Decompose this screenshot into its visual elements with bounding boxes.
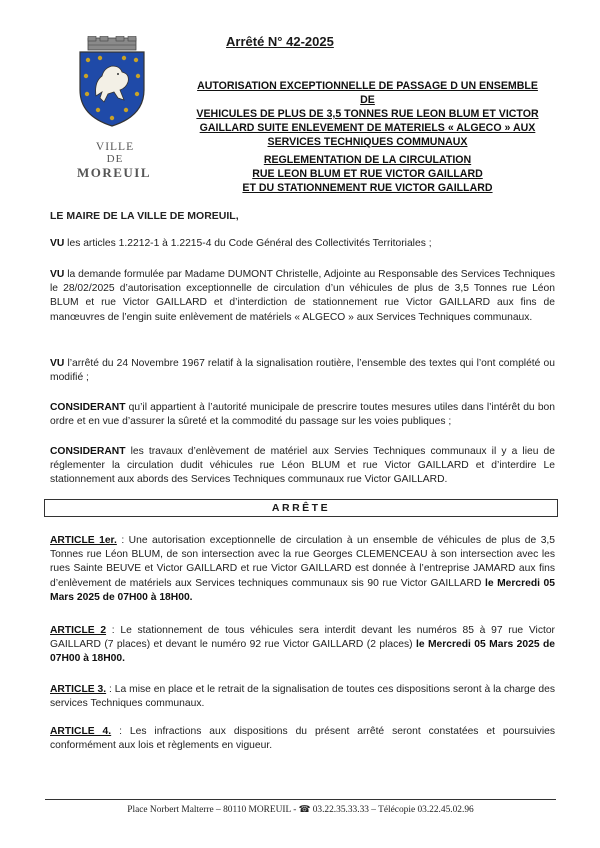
telephone-icon: ☎ bbox=[298, 805, 311, 815]
article-2 bbox=[50, 624, 555, 667]
title-line: RUE LEON BLUM ET RUE VICTOR GAILLARD bbox=[252, 168, 483, 180]
article-text: : Les infractions aux dispositions du présent arrêté seront constatées et poursuivies conformément aux lois et règlements en vigueur. bbox=[50, 726, 555, 752]
paragraph-text: la demande formulée par Madame DUMONT Christelle, Adjointe au Responsable des Services Techniques le 28/02/2025 d’autorisation exceptionnelle de circulation d’un véhicules de plus de 3,5 Tonnes rue Léon BLUM et rue Victor GAILLARD et d’interdiction de stationnement rue Victor GAILLARD aux fins de manœuvres de l’engin suite enlèvement de matériels « ALGECO » aux Services Techniques communaux. bbox=[50, 269, 555, 323]
article-date: le Mercredi 05 Mars 2025 de 07H00 à 18H00. bbox=[50, 639, 555, 665]
arrete-number: Arrêté N° 42-2025 bbox=[226, 34, 334, 49]
title-line: GAILLARD SUITE ENLEVEMENT DE MATERIELS « ALGECO » AUX bbox=[199, 122, 536, 134]
article-text: : Une autorisation exceptionnelle de circulation à un ensemble de véhicules de plus de 3,5 Tonnes rue Léon BLUM, de son intersection avec la rue Georges CLEMENCEAU à son intersection avec les rues Sainte BEUVE et Victor GAILLARD et rue Victor GAILLARD est donnée à l’entreprise JAMARD aux fins d’enlèvement de matériels aux Services techniques communaux sis 90 rue Victor GAILLARD bbox=[50, 535, 556, 589]
paragraph-text: qu’il appartient à l’autorité municipale de prescrire toutes mesures utiles dans l’intérêt du bon ordre et en vue d’assurer la sûreté et la commodité du passage sur les voies publiques ; bbox=[50, 402, 555, 428]
considerant-paragraph-travaux bbox=[50, 445, 555, 488]
paragraph-text: les articles 1.2212-1 à 1.2215-4 du Code Général des Collectivités Territoriales ; bbox=[64, 238, 432, 249]
article-label: ARTICLE 1er. bbox=[50, 535, 117, 546]
title-line: VEHICULES DE PLUS DE 3,5 TONNES RUE LEON BLUM ET VICTOR bbox=[196, 108, 539, 120]
article-date: le Mercredi 05 Mars 2025 de 07H00 à 18H00. bbox=[50, 577, 556, 603]
vu-paragraph-code bbox=[50, 237, 555, 251]
article-3 bbox=[50, 683, 555, 711]
paragraph-text: l’arrêté du 24 Novembre 1967 relatif à la signalisation routière, l’ensemble des textes qui l’ont complété ou modifié ; bbox=[50, 358, 555, 384]
paragraph-lead: VU bbox=[50, 269, 65, 280]
paragraph-lead: VU bbox=[50, 238, 65, 249]
paragraph-lead: CONSIDERANT bbox=[50, 446, 126, 457]
paragraph-text: les travaux d’enlèvement de matériel aux Servies Techniques communaux il y a lieu de réglementer la circulation dudit véhicules rue Léon BLUM et rue Victor GAILLARD et d’interdire Le stationnement aux abords des Services Techniques communaux rue Victor GAILLARD. bbox=[50, 446, 555, 486]
article-1 bbox=[50, 534, 555, 605]
article-label: ARTICLE 4. bbox=[50, 726, 112, 737]
crest-caption-moreuil: MOREUIL bbox=[76, 165, 152, 180]
crest-caption-de: DE bbox=[106, 153, 124, 165]
paragraph-lead: CONSIDERANT bbox=[50, 402, 126, 413]
maire-heading: LE MAIRE DE LA VILLE DE MOREUIL, bbox=[50, 210, 239, 222]
arrete-heading-box: ARRÊTE bbox=[44, 499, 558, 517]
mural-crown-icon bbox=[88, 36, 136, 50]
footer-phone-text: 03.22.35.33.33 – Télécopie 03.22.45.02.96 bbox=[310, 805, 474, 815]
article-text: : Le stationnement de tous véhicules sera interdit devant les numéros 85 à 97 rue Victor GAILLARD (7 places) et devant le numéro 92 rue Victor GAILLARD (2 places) bbox=[50, 625, 555, 651]
title-line: REGLEMENTATION DE LA CIRCULATION bbox=[263, 154, 472, 166]
article-label: ARTICLE 2 bbox=[50, 625, 107, 636]
title-block-authorization bbox=[190, 79, 545, 149]
title-block-regulation bbox=[190, 153, 545, 195]
moreuil-coat-of-arms bbox=[74, 36, 150, 128]
article-text: : La mise en place et le retrait de la signalisation de toutes ces dispositions seront à la charge des services Techniques communaux. bbox=[50, 684, 555, 710]
paragraph-lead: VU bbox=[50, 358, 65, 369]
title-line: SERVICES TECHNIQUES COMMUNAUX bbox=[267, 136, 468, 148]
vu-paragraph-arrete-1967 bbox=[50, 357, 555, 385]
article-4 bbox=[50, 725, 555, 753]
article-label: ARTICLE 3. bbox=[50, 684, 107, 695]
considerant-paragraph-autorite bbox=[50, 401, 555, 429]
vu-paragraph-demande bbox=[50, 268, 555, 325]
title-line: AUTORISATION EXCEPTIONNELLE DE PASSAGE D UN ENSEMBLE DE bbox=[197, 80, 538, 106]
footer-address bbox=[45, 804, 556, 815]
crest-caption-ville: VILLE bbox=[95, 141, 135, 153]
footer-address-text: Place Norbert Malterre – 80110 MOREUIL - bbox=[127, 805, 299, 815]
footer-divider bbox=[45, 799, 556, 800]
title-line: ET DU STATIONNEMENT RUE VICTOR GAILLARD bbox=[242, 182, 493, 194]
